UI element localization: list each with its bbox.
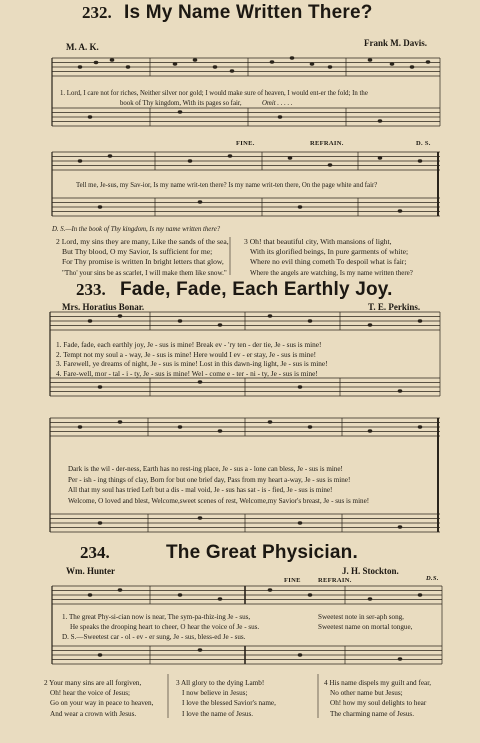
hymn-234-verse-2 bbox=[44, 678, 153, 719]
lyric-line: Welcome, O loved and blest, Welcome,sweet scenes of rest, Welcome,my Savior's breast, Je - sus is mine! bbox=[68, 496, 370, 505]
lyric-line: Dark is the wil - der-ness, Earth has no rest-ing place, Je - sus a - lone can bless, Je - sus is mine! bbox=[68, 465, 343, 473]
hymn-234-verse-4 bbox=[324, 678, 431, 719]
hymn-234-refrain: REFRAIN. bbox=[318, 577, 352, 584]
hymn-234-number: 234. bbox=[80, 543, 110, 562]
verse-line: 2 Your many sins are all forgiven, bbox=[44, 679, 142, 687]
hymn-234-composer: J. H. Stockton. bbox=[342, 566, 399, 576]
hymn-232-number: 232. bbox=[82, 3, 112, 22]
hymn-234-verse-3 bbox=[176, 678, 276, 719]
verse-line: 2 Lord, my sins they are many, Like the sands of the sea, bbox=[56, 237, 229, 246]
lyric-line: Sweetest name on mortal tongue, bbox=[318, 623, 413, 631]
hymn-232-refrain: REFRAIN. bbox=[310, 140, 344, 147]
hymn-232-author: M. A. K. bbox=[66, 42, 99, 52]
hymn-233-author: Mrs. Horatius Bonar. bbox=[62, 302, 145, 312]
verse-line: 4 His name dispels my guilt and fear, bbox=[324, 679, 432, 687]
lyric-line: 1. Fade, fade, each earthly joy, Je - sus is mine! Break ev - 'ry ten - der tie, Je - sus is mine! bbox=[56, 340, 322, 349]
staff-232-1-bass bbox=[52, 108, 440, 126]
hymn-232-title: Is My Name Written There? bbox=[124, 2, 373, 23]
verse-line: Go on your way in peace to heaven, bbox=[50, 699, 154, 708]
verse-line: With its glorified beings, In pure garments of white; bbox=[250, 247, 409, 257]
verse-line: And wear a crown with Jesus. bbox=[50, 709, 137, 718]
verse-line: I love the blessed Savior's name, bbox=[182, 699, 276, 708]
verse-line: Oh! how my soul delights to hear bbox=[330, 699, 427, 708]
hymn-232-ds-text: D. S.—In the book of Thy kingdom, Is my name written there? bbox=[52, 226, 221, 233]
verse-line: Oh! hear the voice of Jesus; bbox=[50, 689, 131, 698]
verse-line: Where no evil thing cometh To despoil what is fair; bbox=[250, 257, 407, 267]
hymn-232-omit: Omit . . . . . bbox=[262, 100, 293, 107]
verse-line: 3 All glory to the dying Lamb! bbox=[176, 679, 265, 687]
staff-234-treble bbox=[52, 586, 442, 604]
hymn-234-ds: D.S. bbox=[426, 575, 439, 582]
verse-line: 3 Oh! that beautiful city, With mansions of light, bbox=[244, 237, 392, 246]
hymn-234-author: Wm. Hunter bbox=[66, 566, 115, 576]
lyric-line: He speaks the drooping heart to cheer, O hear the voice of Je - sus. bbox=[70, 623, 260, 631]
lyric-line: D. S.—Sweetest car - ol - ev - er sung, Je - sus, bless-ed Je - sus. bbox=[62, 633, 246, 641]
hymn-233-composer: T. E. Perkins. bbox=[368, 302, 421, 312]
verse-line: I love the name of Jesus. bbox=[182, 709, 254, 718]
staff-234-bass bbox=[52, 646, 442, 664]
hymn-233-title: Fade, Fade, Each Earthly Joy. bbox=[120, 279, 393, 300]
hymn-233-number: 233. bbox=[76, 280, 106, 299]
hymn-233-verses-b bbox=[68, 464, 369, 506]
verse-line: "Tho' your sins be as scarlet, I will make them like snow." bbox=[62, 268, 227, 277]
hymn-232-lyric-1a: 1. Lord, I care not for riches, Neither silver nor gold; I would make sure of heaven, I would ent-er the fold; In the bbox=[60, 90, 368, 97]
lyric-line: Per - ish - ing things of clay, Born for but one brief day, Pass from my heart a-way, Je - sus is mine! bbox=[68, 475, 351, 484]
hymn-232-verse-3 bbox=[244, 237, 413, 278]
hymn-232-lyric-2: Tell me, Je-sus, my Sav-ior, Is my name writ-ten there? Is my name writ-ten there, On the page white and fair? bbox=[76, 182, 378, 189]
verse-line: No other name but Jesus; bbox=[330, 689, 403, 698]
lyric-line: 1. The great Phy-si-cian now is near, The sym-pa-thiz-ing Je - sus, bbox=[62, 613, 251, 621]
hymn-232-ds: D. S. bbox=[416, 140, 431, 147]
verse-line: I now believe in Jesus; bbox=[182, 689, 248, 698]
hymn-234-fine: FINE bbox=[284, 577, 301, 584]
hymn-232-fine: FINE. bbox=[236, 140, 255, 147]
hymn-234-refrain-lyrics bbox=[318, 612, 412, 632]
lyric-line: 2. Tempt not my soul a - way, Je - sus is mine! Here would I ev - er stay, Je - sus is mine! bbox=[56, 349, 317, 359]
hymn-232-lyric-1b: book of Thy kingdom, With its pages so fair, bbox=[120, 100, 242, 107]
hymn-234-title: The Great Physician. bbox=[166, 542, 358, 563]
lyric-line: All that my soul has tried Left but a dis - mal void, Je - sus has sat - is - fied, Je - sus is mine! bbox=[68, 486, 333, 494]
verse-line: But Thy blood, O my Savior, Is sufficient for me; bbox=[62, 247, 213, 257]
hymn-233-verses-a bbox=[56, 340, 328, 378]
hymn-232-verse-2 bbox=[56, 237, 229, 278]
lyric-line: Sweetest note in ser-aph song, bbox=[318, 613, 404, 621]
hymn-234-lyrics bbox=[62, 612, 259, 642]
verse-line: For Thy promise is written In bright letters that glow, bbox=[62, 257, 224, 267]
verse-line: Where the angels are watching, Is my name written there? bbox=[250, 268, 413, 277]
lyric-line: 4. Fare-well, mor - tal - i - ty, Je - sus is mine! Wel - come e - ter - ni - ty, Je - sus is mine! bbox=[56, 368, 318, 378]
verse-line: The charming name of Jesus. bbox=[330, 709, 415, 718]
staff-232-2-bass bbox=[52, 198, 440, 216]
hymn-232-composer: Frank M. Davis. bbox=[364, 38, 427, 48]
lyric-line: 3. Farewell, ye dreams of night, Je - sus is mine! Lost in this dawn-ing light, Je - sus is mine! bbox=[56, 359, 328, 369]
